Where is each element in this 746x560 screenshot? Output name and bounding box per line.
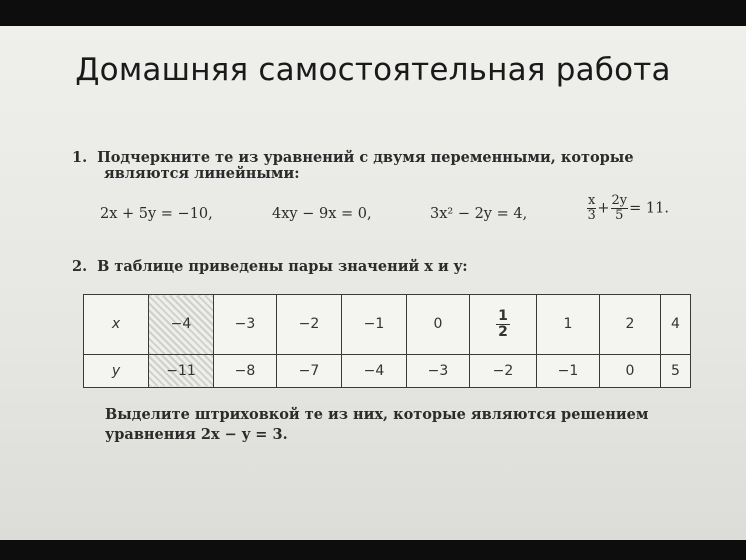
slide [0, 26, 746, 540]
eq4-frac2-num: 2y [611, 193, 628, 208]
fraction-denominator: 2 [498, 323, 508, 340]
footer-line1: Выделите штриховкой те из них, которые являются решением [105, 406, 649, 423]
task-2 [72, 258, 468, 275]
table-cell-y: −1 [537, 354, 600, 387]
table-cell-x: 2 [600, 295, 661, 355]
table-cell-y: −7 [277, 354, 342, 387]
row-x-label: x [84, 295, 149, 355]
fraction-numerator: 1 [498, 307, 508, 324]
eq4-rest: = 11. [629, 200, 669, 217]
table-cell-y: −3 [407, 354, 470, 387]
table-cell-x: 4 [661, 295, 691, 355]
task-1-text-line1: Подчеркните те из уравнений с двумя переменными, которые [97, 149, 634, 166]
values-table [83, 294, 691, 388]
task-1 [72, 150, 702, 182]
eq4-frac1-den: 3 [587, 208, 596, 223]
table-cell-x: −3 [214, 295, 277, 355]
footer-line2: уравнения 2x − y = 3. [105, 426, 288, 443]
table-cell-y: −8 [214, 354, 277, 387]
eq4-frac1-num: x [588, 193, 596, 208]
eq4-frac2-den: 5 [615, 208, 624, 223]
table-cell-y: −4 [342, 354, 407, 387]
eq4-plus: + [597, 200, 610, 217]
equation-2: 4xy − 9x = 0, [272, 206, 372, 222]
table-row-x [84, 295, 691, 355]
table-cell-y: 0 [600, 354, 661, 387]
equation-1: 2x + 5y = −10, [100, 206, 213, 222]
table-cell-x: 0 [407, 295, 470, 355]
row-y-label: y [84, 354, 149, 387]
task-1-text-line2: являются линейными: [104, 165, 300, 182]
table-cell-y: −2 [470, 354, 537, 387]
table-row-y [84, 354, 691, 387]
task-2-number: 2. [72, 258, 88, 275]
table-cell-x-fraction [470, 295, 537, 355]
table-cell-y: −11 [149, 354, 214, 387]
page-title: Домашняя самостоятельная работа [75, 52, 671, 88]
table-cell-x: −2 [277, 295, 342, 355]
equation-4 [586, 194, 669, 223]
table-cell-x: 1 [537, 295, 600, 355]
equation-3: 3x² − 2y = 4, [430, 206, 528, 222]
table-cell-x: −4 [149, 295, 214, 355]
task-2-footer [105, 405, 705, 445]
table-cell-x: −1 [342, 295, 407, 355]
equations-row [0, 193, 746, 236]
task-1-number: 1. [72, 149, 88, 166]
table-cell-y: 5 [661, 354, 691, 387]
task-2-text: В таблице приведены пары значений x и y: [97, 258, 468, 275]
